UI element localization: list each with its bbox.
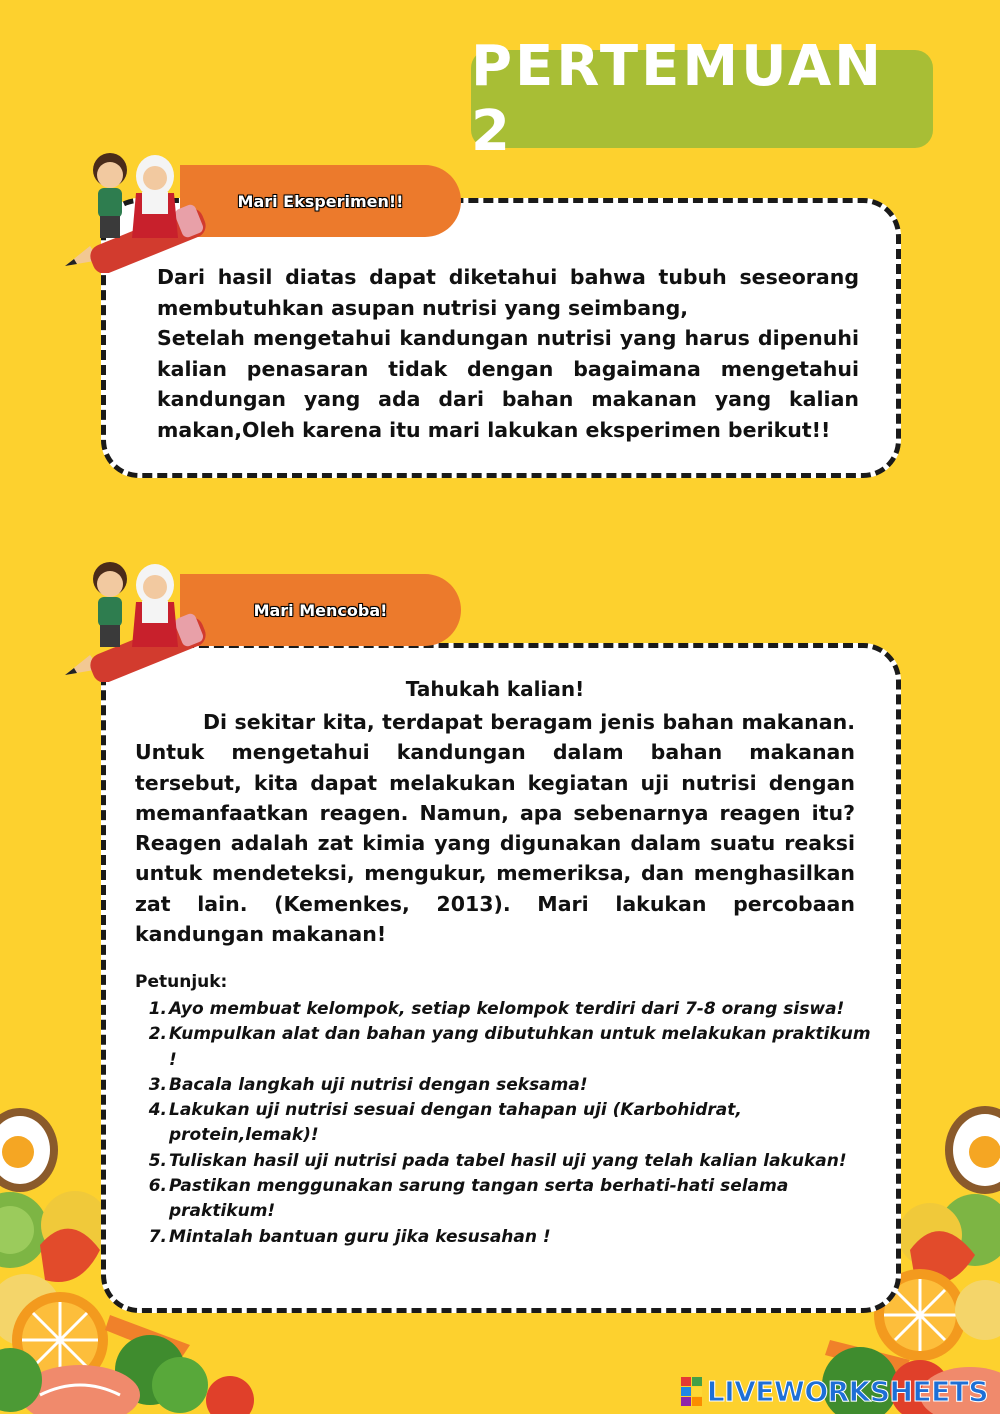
page-title: PERTEMUAN 2 (471, 34, 885, 164)
try-tab-label: Mari Mencoba! (253, 600, 388, 620)
section-heading: Tahukah kalian! (405, 677, 585, 701)
list-item: 7. Mintalah bantuan guru jika kesusahan ! (148, 1226, 551, 1247)
experiment-tab-label: Mari Eksperimen!! (237, 191, 404, 211)
kids-on-pencil-illustration (60, 148, 210, 273)
kids-on-pencil-illustration (60, 557, 210, 682)
liveworksheets-logo-icon (681, 1377, 703, 1407)
watermark-text: LIVEWORKSHEETS (706, 1375, 988, 1408)
experiment-text (157, 262, 859, 445)
list-item: 6. Pastikan menggunakan sarung tangan serta berhati-hati selama praktikum! (148, 1176, 789, 1222)
list-item: 2. Kumpulkan alat dan bahan yang dibutuhkan untuk melakukan praktikum ! (148, 1024, 871, 1070)
list-item: 4. Lakukan uji nutrisi sesuai dengan tahapan uji (Karbohidrat, protein,lemak)! (148, 1100, 742, 1146)
list-item: 5. Tuliskan hasil uji nutrisi pada tabel hasil uji yang telah kalian lakukan! (148, 1150, 847, 1171)
liveworksheets-watermark[interactable] (681, 1375, 988, 1408)
list-item: 1. Ayo membuat kelompok, setiap kelompok terdiri dari 7-8 orang siswa! (148, 999, 845, 1019)
list-item: 3. Bacala langkah uji nutrisi dengan seksama! (148, 1074, 588, 1095)
experiment-paragraph: Setelah mengetahui kandungan nutrisi yang harus dipenuhi kalian penasaran tidak dengan bagaimana mengetahui kandungan yang ada dari bahan makanan yang kalian makan,Oleh karena itu mari lakukan eksperimen berikut!! (157, 326, 859, 442)
instructions-title: Petunjuk: (135, 972, 228, 992)
experiment-paragraph: Dari hasil diatas dapat diketahui bahwa tubuh seseorang membutuhkan asupan nutrisi yang seimbang, (157, 265, 859, 320)
instructions-list (135, 997, 875, 1250)
title-badge (471, 34, 933, 164)
intro-paragraph: Di sekitar kita, terdapat beragam jenis bahan makanan. Untuk mengetahui kandungan dalam bahan makanan tersebut, kita dapat melakukan kegiatan uji nutrisi dengan memanfaatkan reagen. Namun, apa sebenarnya reagen itu? Reagen adalah zat kimia yang digunakan dalam suatu reaksi untuk mendeteksi, mengukur, memeriksa, dan menghasilkan zat lain. (Kemenkes, 2013). Mari lakukan percobaan kandungan makanan! (135, 710, 855, 947)
try-tab (180, 574, 461, 646)
experiment-tab (180, 165, 461, 237)
